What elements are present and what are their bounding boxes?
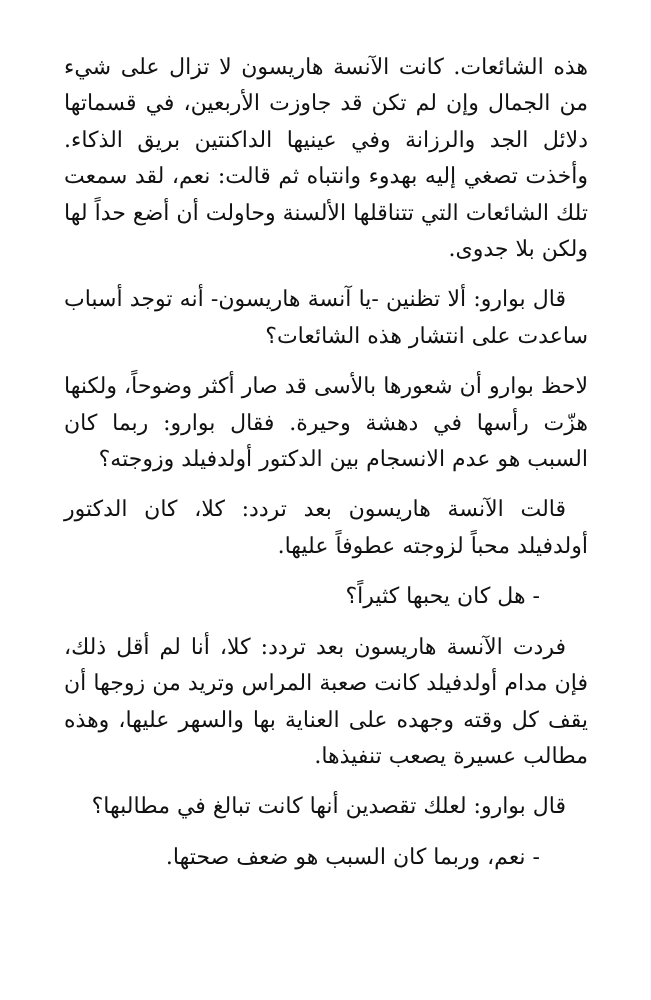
paragraph-rumors: هذه الشائعات. كانت الآنسة هاريسون لا تزال على شيء من الجمال وإن لم تكن قد جاوزت الأربعين، في قسماتها دلائل الجد والرزانة وفي عينيها الداكنتين بريق الذكاء. وأخذت تصغي إليه بهدوء وانتباه ثم قالت: نعم، لقد سمعت تلك الشائعات التي تتناقلها الألسنة وحاولت أن أضع حداً لها ولكن بلا جدوى. (64, 55, 588, 263)
paragraph-poirot-notices: لاحظ بوارو أن شعورها بالأسى قد صار أكثر وضوحاً، ولكنها هزّت رأسها في دهشة وحيرة. فقال بوارو: ربما كان السبب هو عدم الانسجام بين الدكتور أولدفيلد وزوجته؟ (64, 374, 588, 473)
paragraph-harrison-explains: فردت الآنسة هاريسون بعد تردد: كلا، أنا لم أقل ذلك، فإن مدام أولدفيلد كانت صعبة المراس وتريد من زوجها أن يقف كل وقته وجهده على العناية بها والسهر عليها، وهذه مطالب عسيرة يصعب تنفيذها. (64, 634, 589, 769)
paragraph-harrison-reply: قالت الآنسة هاريسون بعد تردد: كلا، كان الدكتور أولدفيلد محباً لزوجته عطوفاً عليها. (64, 497, 588, 559)
paragraph-poirot-exaggerate: قال بوارو: لعلك تقصدين أنها كانت تبالغ في مطالبها؟ (91, 794, 566, 820)
paragraph-dialogue-love: - هل كان يحبها كثيراً؟ (345, 584, 540, 610)
paragraph-dialogue-health: - نعم، وربما كان السبب هو ضعف صحتها. (165, 844, 540, 870)
book-page (64, 50, 588, 890)
paragraph-poirot-question: قال بوارو: ألا تظنين -يا آنسة هاريسون- أنه توجد أسباب ساعدت على انتشار هذه الشائعات؟ (64, 287, 588, 349)
